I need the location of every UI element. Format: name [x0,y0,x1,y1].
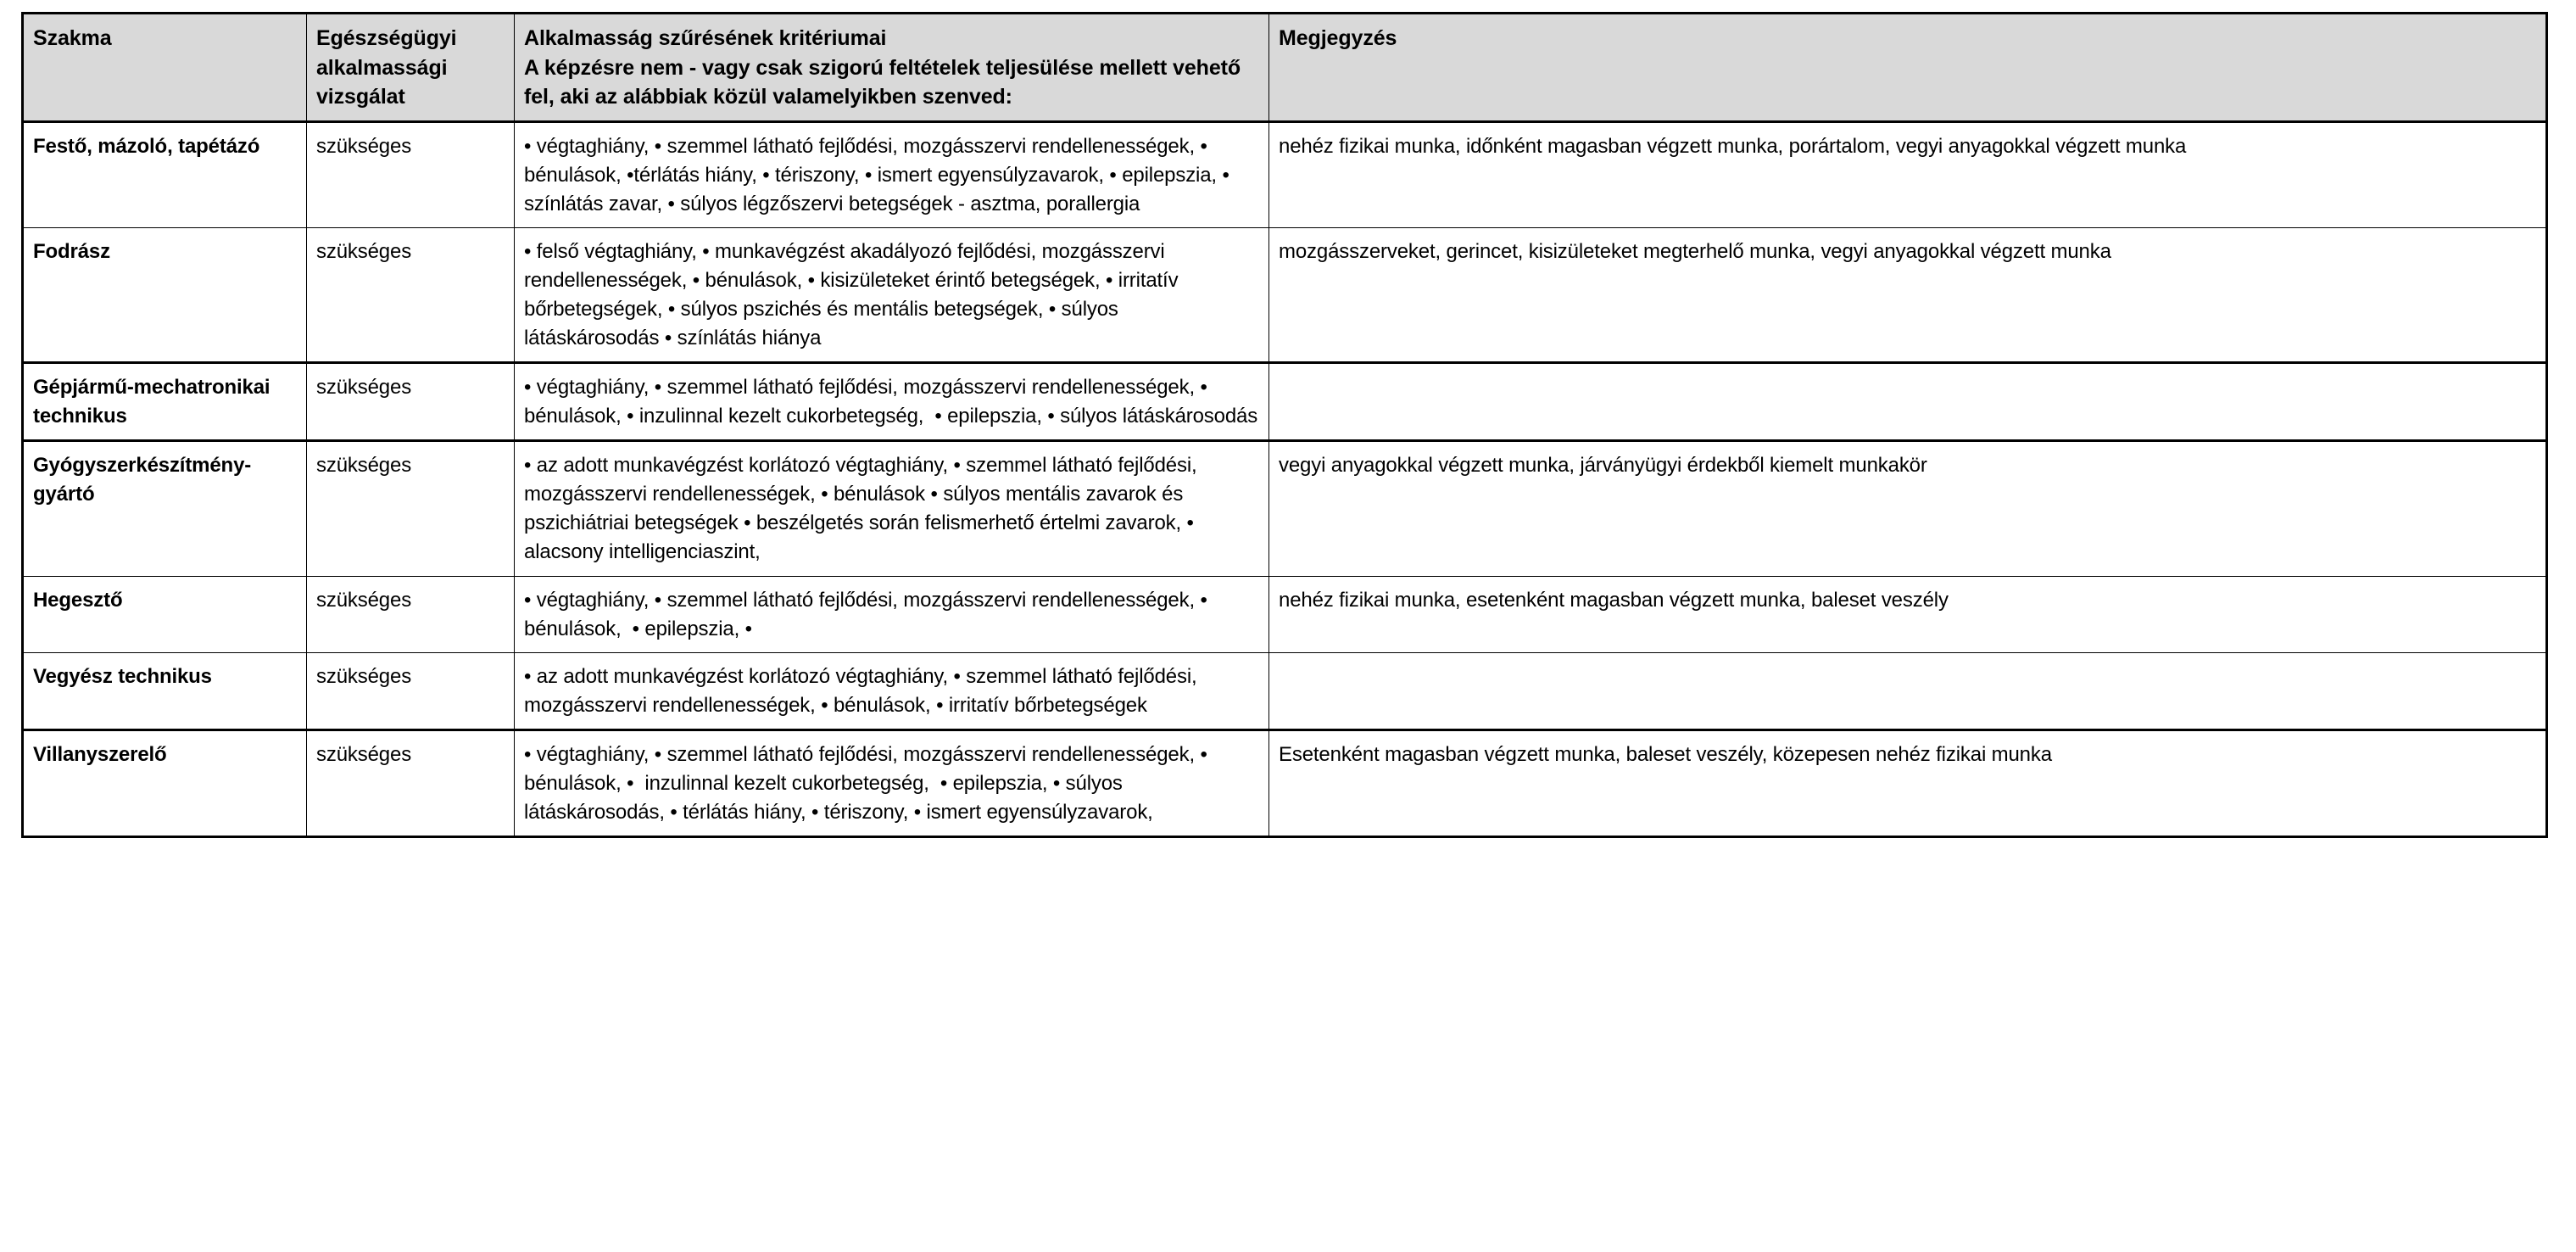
column-header-kriteriumok-description: A képzésre nem - vagy csak szigorú feltételek teljesülése mellett vehető fel, aki az alábbiak közül valamelyikben szenved: [524,55,1241,109]
column-header-vizsgalat-line1: Egészségügyi [316,26,457,50]
cell-vizsgalat: szükséges [307,227,515,362]
cell-vizsgalat: szükséges [307,363,515,441]
column-header-egeszsegugyi-alkalmassagi-vizsgalat [307,14,515,122]
table-row [23,652,2547,729]
cell-kriteriumok: • végtaghiány, • szemmel látható fejlődési, mozgásszervi rendellenességek, • bénulások, • epilepszia, • [515,576,1269,652]
table-row [23,363,2547,441]
table-row [23,729,2547,836]
table-row [23,227,2547,362]
cell-kriteriumok: • felső végtaghiány, • munkavégzést akadályozó fejlődési, mozgásszervi rendellenességek, • bénulások, • kisizületeket érintő betegségek, • irritatív bőrbetegségek, • súlyos pszichés és mentális betegségek, • súlyos látáskárosodás • színlátás hiánya [515,227,1269,362]
cell-megjegyzes: nehéz fizikai munka, időnként magasban végzett munka, porártalom, vegyi anyagokkal végzett munka [1269,121,2547,227]
cell-szakma: Fodrász [23,227,307,362]
cell-szakma: Villanyszerelő [23,729,307,836]
column-header-szakma-label: Szakma [33,26,112,50]
cell-megjegyzes: vegyi anyagokkal végzett munka, járványügyi érdekből kiemelt munkakör [1269,441,2547,576]
cell-megjegyzes [1269,652,2547,729]
cell-vizsgalat: szükséges [307,576,515,652]
cell-vizsgalat: szükséges [307,652,515,729]
cell-kriteriumok: • végtaghiány, • szemmel látható fejlődési, mozgásszervi rendellenességek, • bénulások, • inzulinnal kezelt cukorbetegség, • epilepszia, • súlyos látáskárosodás [515,363,1269,441]
cell-megjegyzes [1269,363,2547,441]
cell-szakma: Gépjármű-mechatronikai technikus [23,363,307,441]
cell-kriteriumok: • végtaghiány, • szemmel látható fejlődési, mozgásszervi rendellenességek, • bénulások, • inzulinnal kezelt cukorbetegség, • epilepszia, • súlyos látáskárosodás, • térlátás hiány, • tériszony, • ismert egyensúlyzavarok, [515,729,1269,836]
column-header-vizsgalat-line2: alkalmassági [316,55,448,80]
cell-vizsgalat: szükséges [307,729,515,836]
column-header-megjegyzes-label: Megjegyzés [1279,26,1397,50]
table-row [23,576,2547,652]
cell-megjegyzes: Esetenként magasban végzett munka, baleset veszély, közepesen nehéz fizikai munka [1269,729,2547,836]
cell-kriteriumok: • végtaghiány, • szemmel látható fejlődési, mozgásszervi rendellenességek, • bénulások, •térlátás hiány, • tériszony, • ismert egyensúlyzavarok, • epilepszia, • színlátás zavar, • súlyos légzőszervi betegségek - asztma, porallergia [515,121,1269,227]
cell-vizsgalat: szükséges [307,441,515,576]
column-header-vizsgalat-line3: vizsgálat [316,85,405,109]
table-body [23,121,2547,837]
cell-megjegyzes: mozgásszerveket, gerincet, kisizületeket megterhelő munka, vegyi anyagokkal végzett munka [1269,227,2547,362]
cell-vizsgalat: szükséges [307,121,515,227]
column-header-alkalmassag-szuresenek-kriteriumai [515,14,1269,122]
cell-szakma: Festő, mázoló, tapétázó [23,121,307,227]
occupational-health-criteria-table [21,12,2548,838]
cell-szakma: Vegyész technikus [23,652,307,729]
cell-megjegyzes: nehéz fizikai munka, esetenként magasban végzett munka, baleset veszély [1269,576,2547,652]
cell-kriteriumok: • az adott munkavégzést korlátozó végtaghiány, • szemmel látható fejlődési, mozgásszervi rendellenességek, • bénulások, • irritatív bőrbetegségek [515,652,1269,729]
table-row [23,441,2547,576]
column-header-megjegyzes [1269,14,2547,122]
cell-szakma: Gyógyszerkészítmény-gyártó [23,441,307,576]
table-row [23,121,2547,227]
cell-kriteriumok: • az adott munkavégzést korlátozó végtaghiány, • szemmel látható fejlődési, mozgásszervi rendellenességek, • bénulások • súlyos mentális zavarok és pszichiátriai betegségek • beszélgetés során felismerhető értelmi zavarok, • alacsony intelligenciaszint, [515,441,1269,576]
table-header-row [23,14,2547,122]
column-header-kriteriumok-title: Alkalmasság szűrésének kritériumai [524,26,887,50]
column-header-szakma [23,14,307,122]
cell-szakma: Hegesztő [23,576,307,652]
table-header [23,14,2547,122]
